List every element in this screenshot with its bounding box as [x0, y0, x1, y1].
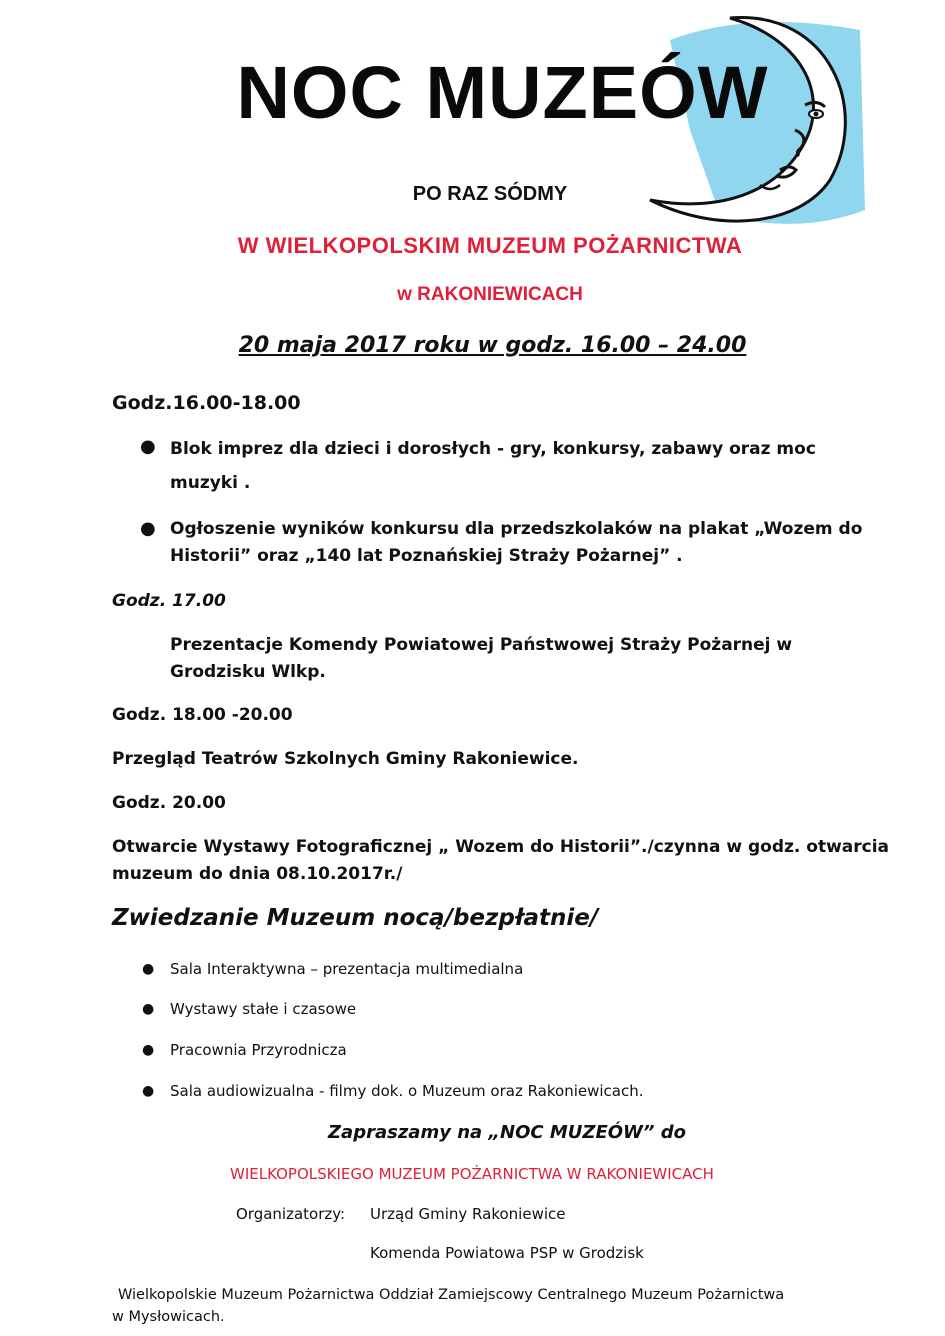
town-heading: w RAKONIEWICACH: [397, 284, 583, 305]
tour-item: Pracownia Przyrodnicza: [170, 1041, 347, 1059]
slot1-item1-line2: muzyki .: [170, 473, 251, 493]
tour-item: Wystawy stałe i czasowe: [170, 1000, 357, 1018]
page-title: NOC MUZEÓW: [236, 51, 769, 134]
bullet-icon: ●: [142, 1083, 155, 1099]
slot1-label: Godz.16.00-18.00: [112, 392, 301, 414]
bullet-icon: ●: [140, 436, 156, 457]
slot4-line2: muzeum do dnia 08.10.2017r./: [112, 864, 403, 884]
slot4-line1: Otwarcie Wystawy Fotograficznej „ Wozem do Historii”./czynna w godz. otwarcia: [112, 837, 890, 857]
bullet-icon: ●: [142, 1001, 155, 1017]
tour-item: Sala audiowizualna - filmy dok. o Muzeum oraz Rakoniewicach.: [170, 1082, 644, 1100]
branch-line-1: Wielkopolskie Muzeum Pożarnictwa Oddział Zamiejscowy Centralnego Muzeum Pożarnictwa: [118, 1287, 785, 1303]
slot2-line2: Grodzisku Wlkp.: [170, 662, 326, 682]
bullet-icon: ●: [142, 961, 155, 977]
tour-item: Sala Interaktywna – prezentacja multimedialna: [170, 960, 524, 978]
bullet-icon: ●: [142, 1042, 155, 1058]
slot1-item1-line1: Blok imprez dla dzieci i dorosłych - gry, konkursy, zabawy oraz moc: [170, 439, 816, 459]
venue-heading: W WIELKOPOLSKIM MUZEUM POŻARNICTWA: [237, 233, 743, 258]
organizer-2: Komenda Powiatowa PSP w Grodzisk: [370, 1244, 644, 1262]
organizers-label: Organizatorzy:: [236, 1205, 346, 1223]
bullet-icon: ●: [140, 518, 156, 539]
slot3-text: Przegląd Teatrów Szkolnych Gminy Rakoniewice.: [112, 749, 579, 769]
organizer-1: Urząd Gminy Rakoniewice: [370, 1205, 566, 1223]
slot3-label: Godz. 18.00 -20.00: [112, 705, 293, 725]
invite-text: Zapraszamy na „NOC MUZEÓW” do: [328, 1122, 687, 1143]
subtitle: PO RAZ SÓDMY: [412, 183, 568, 205]
invite-venue: WIELKOPOLSKIEGO MUZEUM POŻARNICTWA W RAKONIEWICACH: [230, 1165, 714, 1183]
slot4-label: Godz. 20.00: [112, 793, 226, 813]
slot2-label: Godz. 17.00: [112, 591, 226, 611]
slot2-line1: Prezentacje Komendy Powiatowej Państwowej Straży Pożarnej w: [170, 635, 793, 655]
branch-line-2: w Mysłowicach.: [112, 1309, 225, 1325]
event-date: 20 maja 2017 roku w godz. 16.00 – 24.00: [238, 333, 747, 358]
slot1-item2-line2: Historii” oraz „140 lat Poznańskiej Straży Pożarnej” .: [170, 546, 683, 566]
tour-heading: Zwiedzanie Muzeum nocą/bezpłatnie/: [112, 905, 599, 931]
slot1-item2-line1: Ogłoszenie wyników konkursu dla przedszkolaków na plakat „Wozem do: [170, 519, 863, 539]
